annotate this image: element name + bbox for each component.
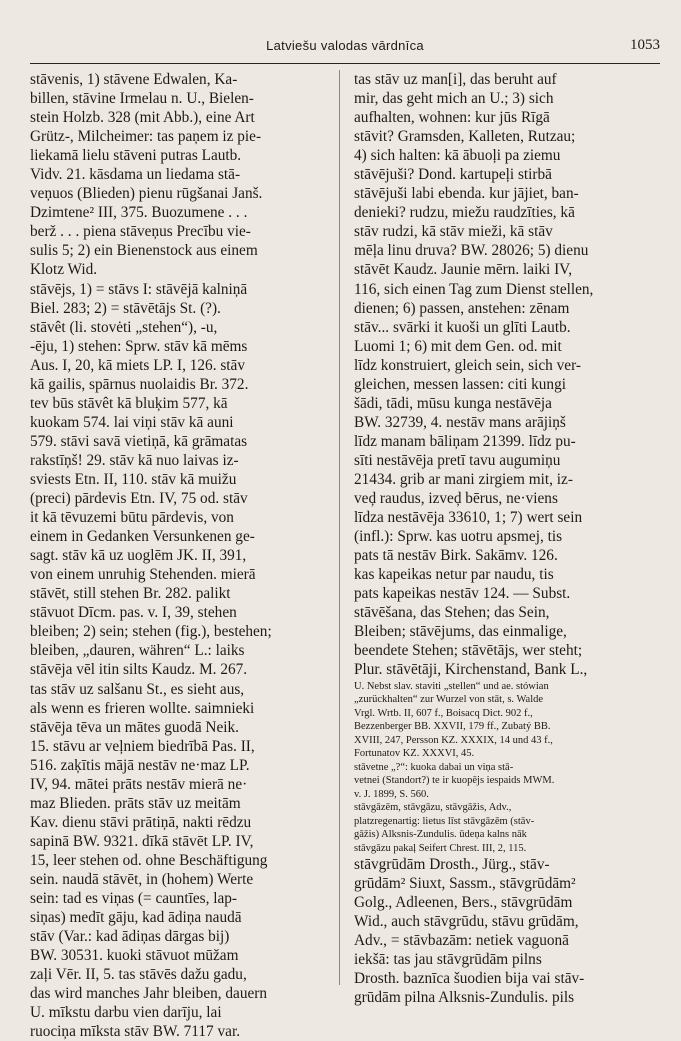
text-line: sein: tad es viņas (= cauntīes, lap- [30, 890, 238, 908]
text-line: it kā tēvuzemi būtu pārdevis, von [30, 509, 234, 527]
text-line: stein Holzb. 328 (mit Abb.), eine Art [30, 109, 255, 127]
text-line: līdza nestāvēja 33610, 1; 7) wert sein [354, 509, 583, 527]
text-line: grūdām² Siuxt, Sassm., stāvgrūdām² [354, 875, 576, 893]
text-line: XVIII, 247, Persson KZ. XXXIX, 14 und 43 f., [354, 734, 553, 746]
text-line: Klotz Wid. [30, 261, 98, 279]
text-line: līdz manam bāliņam 21399. līdz pu- [354, 432, 576, 450]
text-line: U. Nebst slav. staviti „stellen“ und ae. stówian [354, 680, 549, 692]
text-line: Bleiben; stāvējums, das einmalige, [354, 623, 567, 641]
text-line: U. mīkstu darbu vien darīju, lai [30, 1004, 222, 1022]
text-line: dienen; 6) passen, anstehen: zēnam [354, 299, 570, 317]
text-line: kuokam 574. lai viņi stāv kā auni [30, 413, 234, 431]
text-line: stāvgāzēm, stāvgāzu, stāvgāžis, Adv., [354, 802, 512, 813]
text-line: sīti nestāvēja pretī tavu augumiņu [354, 451, 561, 469]
text-line: veņuos (Blieden) pienu rūgšanai Janš. [30, 185, 263, 203]
text-line: 15, leer stehen od. ohne Beschäftigung [30, 851, 268, 869]
text-line: berž . . . piena stāveņus Precību vie- [30, 223, 251, 241]
text-line: tas stāv uz man[i], das beruht auf [354, 71, 557, 88]
text-line: „zurückhalten“ zur Wurzel von stāt, s. Walde [354, 694, 544, 705]
text-line: als wenn es frieren wollte. saimnieki [30, 699, 255, 717]
text-line: Plur. stāvētāji, Kirchenstand, Bank L., [354, 661, 588, 679]
text-line: sagt. stāv kā uz uoglēm JK. II, 391, [30, 547, 247, 565]
text-line: Adv., = stāvbazām: netiek vaguonā [354, 932, 569, 950]
text-line: stāvgāzu pakaļ Seifert Chrest. III, 2, 115. [354, 842, 527, 854]
text-line: bleiben, „dauren, währen“ L.: laiks [30, 642, 245, 660]
text-line: zaļi Vēr. II, 5. tas stāvēs dažu gadu, [30, 966, 247, 984]
text-line: BW. 30531. kuoki stāvuot mūžam [30, 947, 239, 965]
text-line: stāv (Var.: kad ādiņas dārgas bij) [30, 928, 230, 946]
text-line: gleichen, messen lassen: citi kungi [354, 375, 566, 393]
text-line: šādi, tādi, mūsu kunga nestāvēja [354, 394, 552, 412]
text-line: mēļa linu druva? BW. 28026; 5) dienu [354, 242, 589, 260]
text-line: 579. stāvi savā vietiņā, kā grāmatas [30, 432, 248, 450]
text-line: denieki? rudzu, miežu raudzīties, kā [354, 204, 575, 222]
text-line: vetnei (Standort?) te ir kuopējs iespaids MWM. [354, 775, 555, 786]
text-line: stāvēja vēl itin silts Kaudz. M. 267. [30, 661, 248, 679]
text-line: aufhalten, wohnen: kur jūs Rīgā [354, 109, 550, 127]
text-line: kas kapeikas netur par naudu, tis [354, 566, 554, 584]
text-line: stāvējuši labi ebenda. kur jājiet, ban- [354, 185, 579, 203]
text-line: sviests Etn. II, 110. stāv kā muižu [30, 470, 237, 488]
text-line: 516. zaķītis mājā nestāv ne·maz LP. [30, 756, 250, 774]
text-line: tas stāv uz salšanu St., es sieht aus, [30, 680, 245, 698]
text-line: stāvēt, still stehen Br. 282. palikt [30, 585, 231, 603]
text-line: Vrgl. Wrtb. II, 607 f., Boisacq Dict. 902 f., [354, 707, 533, 719]
text-line: iekšā: tas jau stāvgrūdām pilns [354, 951, 542, 969]
text-line: -ēju, 1) stehen: Sprw. stāv kā mēms [30, 337, 248, 355]
text-line: 4) sich halten: kā ābuoļi pa ziemu [354, 147, 561, 165]
page-number: 1053 [630, 37, 660, 53]
text-line: billen, stāvine Irmelau n. U., Bielen- [30, 90, 254, 108]
text-line: bleiben; 2) sein; stehen (fig.), bestehen; [30, 623, 272, 641]
text-line: Kav. dienu stāvi prātiņā, nakti rēdzu [30, 813, 252, 831]
text-line: Luomi 1; 6) mit dem Gen. od. mit [354, 337, 562, 355]
text-line: das wird manches Jahr bleiben, dauern [30, 985, 268, 1003]
text-line: v. J. 1899, S. 560. [354, 788, 429, 800]
text-line: beendete Stehen; stāvētājs, wer steht; [354, 642, 583, 660]
text-line: Dzimtene² III, 375. Buozumene . . . [30, 204, 248, 222]
text-line: platzregenartig: lietus līst stāvgāzēm (stāv- [354, 815, 535, 827]
text-line: stāvēja tēva un mātes guodā Neik. [30, 718, 239, 736]
text-line: gāžis) Alksnis-Zundulis. ūdeņa kalns nāk [354, 829, 527, 840]
page-header [30, 38, 660, 60]
text-line: (preci) pārdevis Etn. IV, 75 od. stāv [30, 490, 248, 508]
text-line: grūdām pilna Alksnis-Zundulis. pils [354, 989, 575, 1007]
text-line: Golg., Adleenen, Bers., stāvgrūdām [354, 894, 573, 912]
text-line: stāvējuši? Dond. kartupeļi stirbā [354, 166, 552, 184]
running-title: Latviešu valodas vārdnīca [266, 38, 424, 53]
text-line: stāvêt (li. stovėti „stehen“), -u, [30, 318, 218, 336]
text-line: IV, 94. mātei prāts nestāv mierā ne· [30, 775, 248, 793]
text-line: 15. stāvu ar veļniem biedrībā Pas. II, [30, 737, 255, 755]
text-line: Wid., auch stāvgrūdu, stāvu grūdām, [354, 913, 579, 931]
text-line: līdz konstruiert, gleich sein, sich ver- [354, 356, 581, 374]
text-line: maz Blieden. prāts stāv uz meitām [30, 794, 241, 812]
text-line: stāvuot Dīcm. pas. v. I, 39, stehen [30, 604, 237, 622]
text-line: ruociņa mīksta stāv BW. 7117 var. [30, 1023, 241, 1041]
text-line: mir, das geht mich an U.; 3) sich [354, 90, 554, 108]
text-line: stāvetne „?“: kuoka dabai un viņa stā- [354, 761, 514, 773]
text-line: von einem unruhig Stehenden. mierā [30, 566, 256, 584]
text-line: siņas) medīt gāju, kad ādiņa naudā [30, 909, 242, 927]
text-line: sein. naudā stāvēt, in (hohem) Werte [30, 870, 254, 888]
header-rule [30, 63, 660, 64]
left-column [30, 70, 332, 1041]
text-line: kā gailis, spārnus nuolaidis Br. 372. [30, 375, 249, 393]
text-line: Fortunatov KZ. XXXVI, 45. [354, 748, 475, 759]
text-line: veḑ raudus, izveḑ bērus, ne·viens [354, 490, 558, 508]
text-line: rakstīņš! 29. stāv kā nuo laivas iz- [30, 451, 239, 469]
text-line: Aus. I, 20, kā miets LP. I, 126. stāv [30, 356, 245, 374]
text-line: stāvēt Kaudz. Jaunie mērn. laiki IV, [354, 261, 573, 279]
text-line: pats tā nestāv Birk. Sakāmv. 126. [354, 547, 558, 565]
text-line: 21434. grib ar mani zirgiem mit, iz- [354, 470, 573, 488]
text-line: tev būs stāvêt kā bluķim 577, kā [30, 394, 228, 412]
text-line: Bezzenberger BB. XXVII, 179 ff., Zubatý BB. [354, 721, 551, 732]
text-line: stāvēšana, das Stehen; das Sein, [354, 604, 550, 622]
text-line: stāv... svārki it kuoši un glīti Lautb. [354, 318, 571, 336]
text-line: Drosth. baznīca šuodien bija vai stāv- [354, 970, 585, 988]
text-line: sapinā BW. 9321. dīkā stāvēt LP. IV, [30, 832, 254, 850]
text-line: Grütz-, Milcheimer: tas paņem iz pie- [30, 128, 262, 146]
text-line: stāvit? Gramsden, Kalleten, Rutzau; [354, 128, 576, 146]
text-line: 116, sich einen Tag zum Dienst stellen, [354, 280, 594, 298]
text-line: stāvgrūdām Drosth., Jürg., stāv- [354, 856, 550, 873]
text-line: pats kapeikas nestāv 124. — Subst. [354, 585, 571, 603]
right-column [354, 70, 656, 1007]
text-line: sulis 5; 2) ein Bienenstock aus einem [30, 242, 258, 260]
column-divider [339, 70, 340, 985]
text-line: einem in Gedanken Versunkenen ge- [30, 528, 255, 546]
text-line: stāv rudzi, kā stāv mieži, kā stāv [354, 223, 553, 241]
text-line: Biel. 283; 2) = stāvētājs St. (?). [30, 299, 221, 317]
text-line: Vidv. 21. kāsdama un liedama stā- [30, 166, 241, 184]
text-line: liekamā lielu stāveni putras Lautb. [30, 147, 242, 165]
text-line: stāvenis, 1) stāvene Edwalen, Ka- [30, 71, 238, 88]
text-line: BW. 32739, 4. nestāv mans arājiņš [354, 413, 566, 431]
text-line: (infl.): Sprw. kas uotru apsmej, tis [354, 528, 563, 546]
text-line: stāvējs, 1) = stāvs I: stāvējā kalniņā [30, 280, 248, 298]
